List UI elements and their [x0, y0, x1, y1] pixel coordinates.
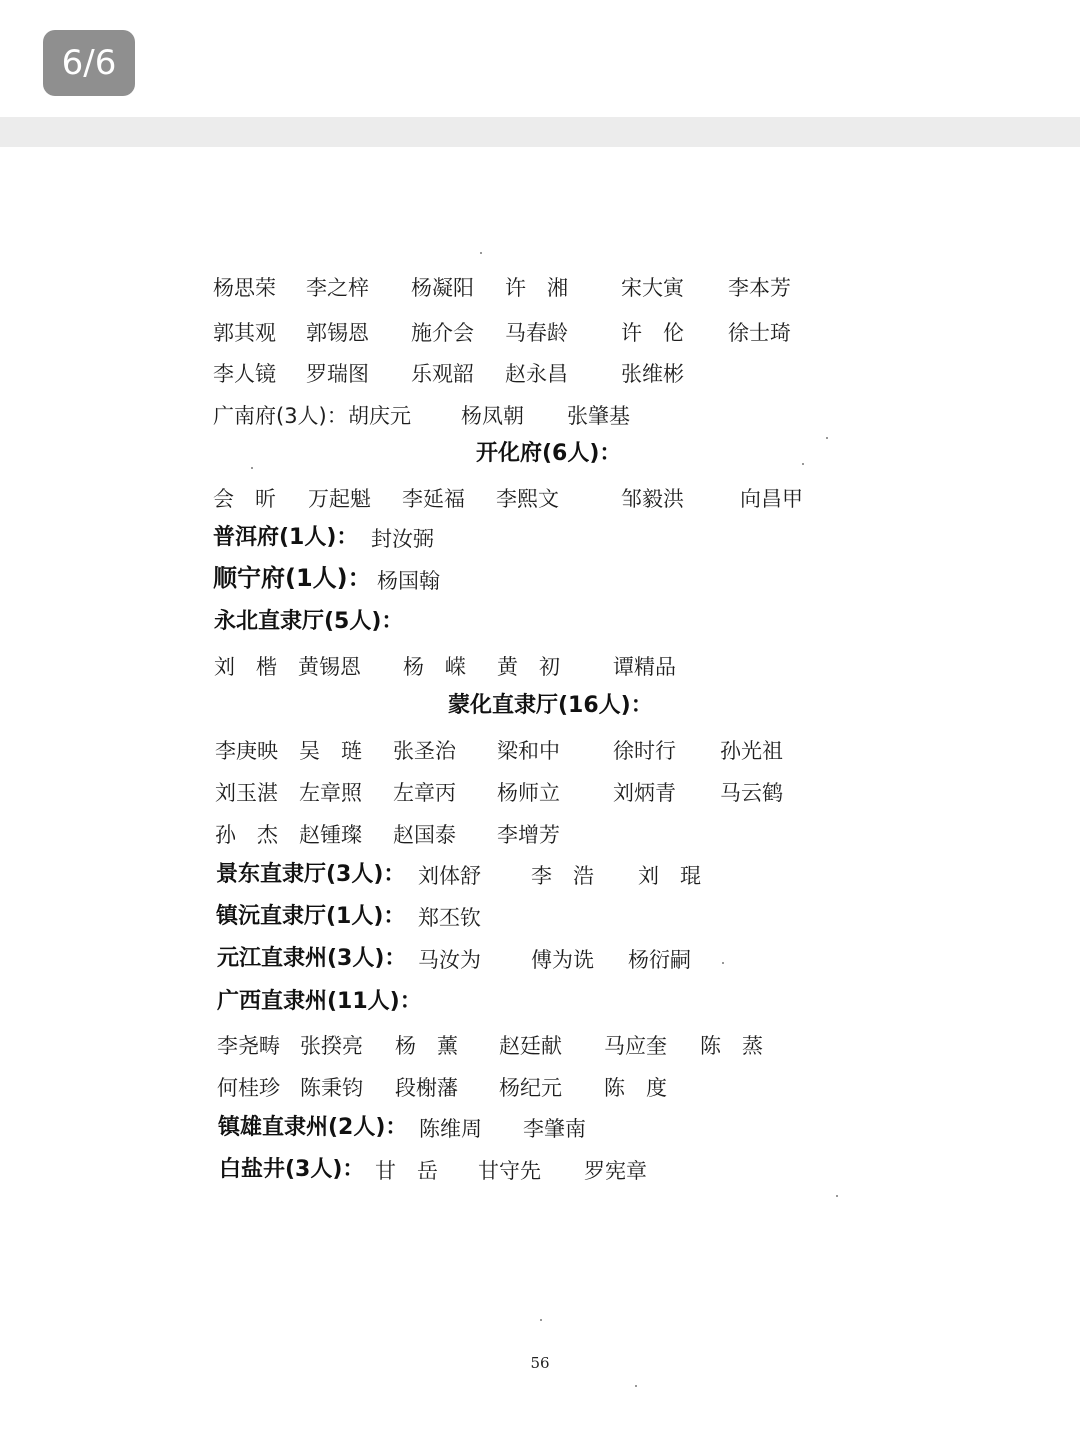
name-entry: 会 昕 [213, 487, 276, 511]
name-entry: 赵锺璨 [299, 823, 362, 847]
name-entry: 杨国翰 [377, 569, 440, 593]
scan-speck [251, 467, 253, 469]
name-entry: 杨思荣 [213, 276, 276, 300]
name-entry: 胡庆元 [348, 404, 411, 428]
name-entry: 杨 嵘 [403, 655, 466, 679]
name-entry: 张揆亮 [300, 1034, 363, 1058]
name-entry: 徐时行 [613, 739, 676, 763]
page-number: 56 [530, 1354, 550, 1372]
name-entry: 罗瑞图 [306, 362, 369, 386]
name-entry: 梁和中 [497, 739, 560, 763]
name-entry: 傅为诜 [531, 948, 594, 972]
name-entry: 左章照 [299, 781, 362, 805]
name-entry: 李延福 [402, 487, 465, 511]
name-entry: 杨纪元 [499, 1076, 562, 1100]
name-entry: 乐观韶 [411, 362, 474, 386]
section-heading-zhenyuan: 镇沅直隶厅(1人)： [216, 904, 406, 929]
scan-speck [802, 463, 804, 465]
name-entry: 许 湘 [505, 276, 568, 300]
section-heading-jingdong: 景东直隶厅(3人)： [216, 862, 406, 887]
name-entry: 马应奎 [604, 1034, 667, 1058]
name-entry: 许 伦 [621, 321, 684, 345]
name-entry: 左章丙 [393, 781, 456, 805]
document-page [0, 147, 1080, 1454]
name-entry: 黄锡恩 [298, 655, 361, 679]
name-entry: 何桂珍 [217, 1076, 280, 1100]
name-entry: 吴 琏 [299, 739, 362, 763]
name-entry: 李肇南 [523, 1117, 586, 1141]
name-entry: 郑丕钦 [418, 906, 481, 930]
name-entry: 施介会 [411, 321, 474, 345]
name-entry: 杨师立 [497, 781, 560, 805]
section-heading-shunning: 顺宁府(1人)： [213, 564, 372, 592]
name-entry: 杨凤朝 [461, 404, 524, 428]
page-separator [0, 117, 1080, 147]
name-entry: 徐士琦 [728, 321, 791, 345]
name-entry: 段榭藩 [395, 1076, 458, 1100]
section-heading-yuanjiang: 元江直隶州(3人)： [217, 946, 407, 971]
section-heading-zhenxiong: 镇雄直隶州(2人)： [218, 1115, 408, 1140]
name-entry: 赵永昌 [505, 362, 568, 386]
section-label-guangnan: 广南府(3人)： [213, 404, 348, 428]
scan-speck [540, 1319, 542, 1321]
name-entry: 孙 杰 [215, 823, 278, 847]
name-entry: 黄 初 [497, 655, 560, 679]
name-entry: 张肇基 [567, 404, 630, 428]
name-entry: 张圣治 [393, 739, 456, 763]
name-entry: 李人镜 [213, 362, 276, 386]
name-entry: 刘炳青 [613, 781, 676, 805]
name-entry: 杨 薰 [395, 1034, 458, 1058]
name-entry: 邹毅洪 [621, 487, 684, 511]
name-entry: 李增芳 [497, 823, 560, 847]
name-entry: 李尧畴 [217, 1034, 280, 1058]
name-entry: 孙光祖 [720, 739, 783, 763]
name-entry: 李熙文 [496, 487, 559, 511]
scan-speck [480, 252, 482, 254]
name-entry: 万起魁 [308, 487, 371, 511]
name-entry: 谭精品 [613, 655, 676, 679]
name-entry: 马云鹤 [720, 781, 783, 805]
name-entry: 封汝弼 [371, 527, 434, 551]
scan-speck [826, 437, 828, 439]
name-entry: 宋大寅 [621, 276, 684, 300]
section-heading-guangxi: 广西直隶州(11人)： [217, 989, 422, 1014]
name-entry: 马春龄 [505, 321, 568, 345]
name-entry: 陈维周 [419, 1117, 482, 1141]
name-entry: 刘 琨 [638, 864, 701, 888]
name-entry: 郭锡恩 [306, 321, 369, 345]
name-entry: 刘 楷 [214, 655, 277, 679]
name-entry: 李庚映 [215, 739, 278, 763]
scan-speck [836, 1195, 838, 1197]
name-entry: 李之梓 [306, 276, 369, 300]
section-heading-baiyanjing: 白盐井(3人)： [219, 1157, 365, 1182]
name-entry: 马汝为 [418, 948, 481, 972]
scan-speck [722, 962, 724, 964]
name-entry: 刘体舒 [418, 864, 481, 888]
scan-speck [635, 1385, 637, 1387]
name-entry: 甘守先 [478, 1159, 541, 1183]
section-heading-yongbei: 永北直隶厅(5人)： [214, 609, 404, 634]
viewer-top-bar [0, 0, 1080, 117]
name-entry: 罗宪章 [584, 1159, 647, 1183]
section-heading-menghua: 蒙化直隶厅(16人)： [448, 693, 653, 718]
name-entry: 郭其观 [213, 321, 276, 345]
section-heading-kaihua: 开化府(6人)： [476, 441, 622, 466]
name-entry: 向昌甲 [740, 487, 803, 511]
name-entry: 甘 岳 [375, 1159, 438, 1183]
name-entry: 陈 蒸 [700, 1034, 763, 1058]
page-counter-badge: 6/6 [43, 30, 135, 96]
name-entry: 杨凝阳 [411, 276, 474, 300]
name-entry: 陈 度 [604, 1076, 667, 1100]
name-entry: 张维彬 [621, 362, 684, 386]
name-entry: 赵廷献 [499, 1034, 562, 1058]
name-entry: 陈秉钧 [300, 1076, 363, 1100]
name-entry: 李 浩 [531, 864, 594, 888]
name-entry: 李本芳 [728, 276, 791, 300]
section-heading-puer: 普洱府(1人)： [213, 525, 359, 550]
name-entry: 杨衍嗣 [628, 948, 691, 972]
name-entry: 刘玉湛 [215, 781, 278, 805]
name-entry: 赵国泰 [393, 823, 456, 847]
